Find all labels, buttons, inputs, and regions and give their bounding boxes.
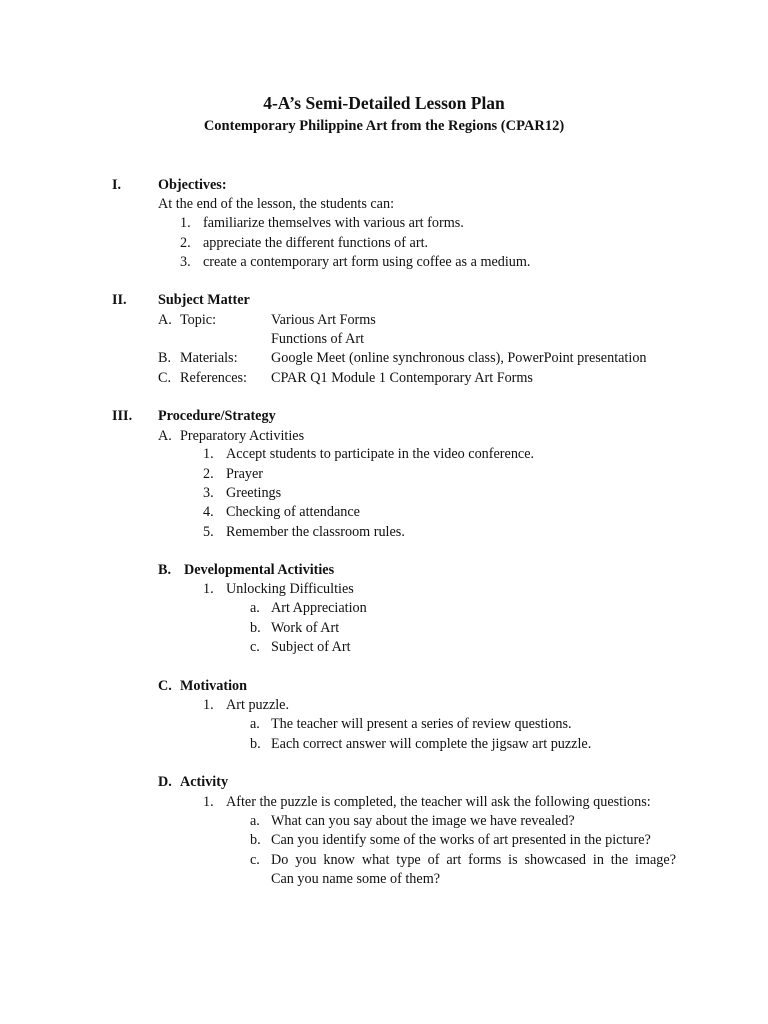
list-letter: b. (250, 832, 261, 848)
section-numeral-ii: II. (112, 292, 127, 308)
list-letter: A. (158, 312, 172, 328)
list-letter: D. (158, 774, 172, 790)
subject-matter-heading: Subject Matter (158, 292, 250, 308)
list-letter: b. (250, 736, 261, 752)
activity-question: Do you know what type of art forms is showcased in the image? (271, 852, 676, 868)
materials-label: Materials: (180, 350, 238, 366)
document-subtitle: Contemporary Philippine Art from the Regions (CPAR12) (203, 118, 565, 134)
list-letter: A. (158, 428, 172, 444)
objective-item: appreciate the different functions of art. (203, 235, 429, 251)
list-letter: C. (158, 370, 172, 386)
topic-value-2: Functions of Art (271, 331, 365, 347)
section-numeral-i: I. (112, 177, 122, 193)
developmental-subitem: Art Appreciation (271, 600, 367, 616)
developmental-subitem: Subject of Art (271, 639, 351, 655)
list-number: 1. (203, 446, 214, 462)
activity-question: Can you identify some of the works of art presented in the picture? (271, 832, 651, 848)
list-letter: C. (158, 678, 172, 694)
developmental-item: Unlocking Difficulties (226, 581, 354, 597)
list-number: 5. (203, 524, 214, 540)
activity-question: What can you say about the image we have revealed? (271, 813, 575, 829)
motivation-subitem: Each correct answer will complete the jigsaw art puzzle. (271, 736, 592, 752)
list-letter: a. (250, 813, 260, 829)
activity-heading: Activity (180, 774, 229, 790)
preparatory-item: Prayer (226, 466, 264, 482)
list-number: 2. (203, 466, 214, 482)
list-letter: a. (250, 716, 260, 732)
references-value: CPAR Q1 Module 1 Contemporary Art Forms (271, 370, 533, 386)
materials-value: Google Meet (online synchronous class), PowerPoint presentation (271, 350, 647, 366)
activity-item: After the puzzle is completed, the teacher will ask the following questions: (226, 794, 651, 810)
developmental-subitem: Work of Art (271, 620, 340, 636)
objective-item: create a contemporary art form using coffee as a medium. (203, 254, 531, 270)
list-number: 1. (203, 794, 214, 810)
list-number: 1. (180, 215, 191, 231)
motivation-heading: Motivation (180, 678, 247, 694)
list-letter: B. (158, 350, 172, 366)
developmental-heading: Developmental Activities (184, 562, 335, 578)
objectives-intro: At the end of the lesson, the students can: (158, 196, 395, 212)
preparatory-item: Accept students to participate in the video conference. (226, 446, 535, 462)
list-letter: b. (250, 620, 261, 636)
topic-value: Various Art Forms (271, 312, 376, 328)
list-number: 1. (203, 581, 214, 597)
preparatory-label: Preparatory Activities (180, 428, 305, 444)
motivation-subitem: The teacher will present a series of review questions. (271, 716, 572, 732)
objective-item: familiarize themselves with various art forms. (203, 215, 464, 231)
section-numeral-iii: III. (112, 408, 133, 424)
list-letter: B. (158, 562, 172, 578)
objectives-heading: Objectives: (158, 177, 227, 193)
list-letter: a. (250, 600, 260, 616)
list-number: 3. (180, 254, 191, 270)
list-number: 1. (203, 697, 214, 713)
document-title: 4-A’s Semi-Detailed Lesson Plan (263, 93, 505, 113)
preparatory-item: Checking of attendance (226, 504, 360, 520)
preparatory-item: Remember the classroom rules. (226, 524, 405, 540)
list-number: 4. (203, 504, 214, 520)
list-letter: c. (250, 639, 260, 655)
references-label: References: (180, 370, 247, 386)
activity-question-continuation: Can you name some of them? (271, 871, 441, 887)
procedure-heading: Procedure/Strategy (158, 408, 276, 424)
preparatory-item: Greetings (226, 485, 282, 501)
list-number: 3. (203, 485, 214, 501)
topic-label: Topic: (180, 312, 217, 328)
list-letter: c. (250, 852, 260, 868)
list-number: 2. (180, 235, 191, 251)
motivation-item: Art puzzle. (226, 697, 290, 713)
